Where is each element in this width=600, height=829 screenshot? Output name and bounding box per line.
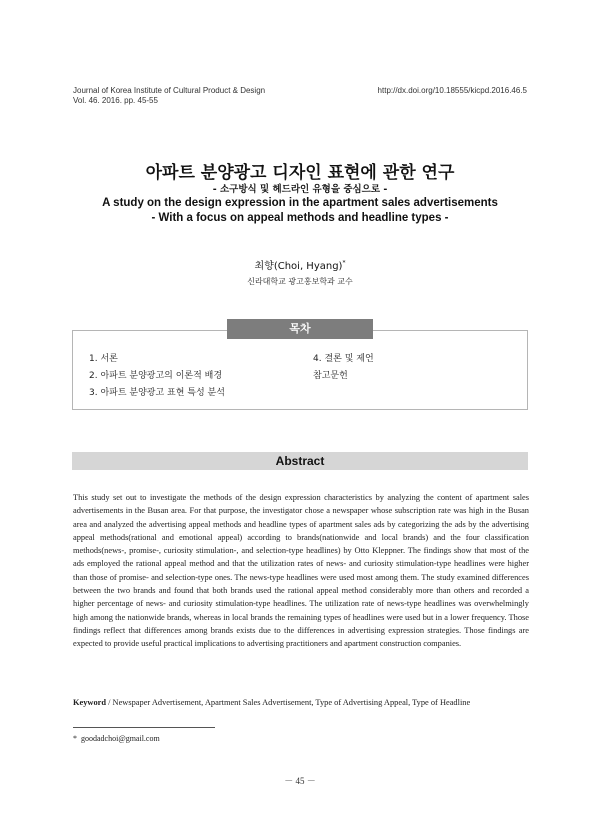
footnote-mark: * (73, 734, 77, 743)
author-affiliation: 신라대학교 광고홍보학과 교수 (247, 277, 353, 286)
journal-header (73, 86, 265, 106)
toc-item[interactable]: 4. 결론 및 제언 (313, 354, 374, 364)
title-english: A study on the design expression in the apartment sales advertisements (102, 197, 498, 209)
author-name: 최향(Choi, Hyang) (254, 261, 343, 272)
toc-heading: 목차 (227, 319, 373, 339)
footnote-divider (73, 727, 215, 728)
journal-name: Journal of Korea Institute of Cultural Product & Design (73, 86, 266, 95)
abstract-body: This study set out to investigate the methods of the design expression characteristics by analyzing the content of apartment sales advertisements in the Busan area. For that purpose, the investigator chose a newspaper whose subscription rate was high in the Busan area and analyzed the advertising appeal methods and headline types of apartment sales ads by categorizing the ads by the advertising appeal methods(rational and emotional appeal) according to brands(nationwide and local brands) and the four classification methods(news-, promise-, curiosity stimulation-, and selection-type headlines) by Otto Kleppner. The findings show that most of the ads employed the rational appeal method and that the utilization rates of news- and curiosity stimulation-type headlines were higher than those of promise- and selection-type ones. The news-type headlines were used most among them. The study examined differences between the two brands and found that both brands used the rational appeal method considerably more than others and recorded a higher percentage of news- and curiosity stimulation-type headlines. The utilization rate of news-type headlines was overwhelmingly high among the nationwide brands, whereas in local brands the remaining types of headlines were used but in a lower frequency. Those findings reflect that differences among brands exists due to the differences in advertising expression strategies. Those findings are expected to provide useful practical implications to advertising practitioners and apartment construction companies. (73, 493, 529, 649)
footnote-email[interactable]: goodadchoi@gmail.com (81, 734, 160, 743)
author (0, 257, 600, 272)
journal-volume: Vol. 46. 2016. pp. 45-55 (73, 96, 158, 105)
author-footnote-mark: * (342, 259, 346, 267)
keyword-list: / Newspaper Advertisement, Apartment Sales Advertisement, Type of Advertising Appeal, Type of Headline (108, 698, 471, 707)
toc-item[interactable]: 참고문헌 (313, 371, 348, 381)
abstract-heading: Abstract (72, 452, 528, 470)
keyword-label: Keyword (73, 698, 107, 707)
toc-item[interactable]: 1. 서론 (89, 354, 118, 364)
toc-item[interactable]: 2. 아파트 분양광고의 이론적 배경 (89, 371, 223, 381)
keywords (73, 698, 533, 707)
doi-link[interactable]: http://dx.doi.org/10.18555/kicpd.2016.46.5 (377, 86, 527, 95)
subtitle-english: - With a focus on appeal methods and headline types - (151, 212, 449, 224)
footnote (73, 734, 160, 743)
toc-item[interactable]: 3. 아파트 분양광고 표현 특성 분석 (89, 388, 225, 398)
page-number: － 45 － (284, 776, 316, 786)
subtitle-korean: - 소구방식 및 헤드라인 유형을 중심으로 - (212, 184, 388, 195)
title-korean: 아파트 분양광고 디자인 표현에 관한 연구 (145, 163, 455, 183)
